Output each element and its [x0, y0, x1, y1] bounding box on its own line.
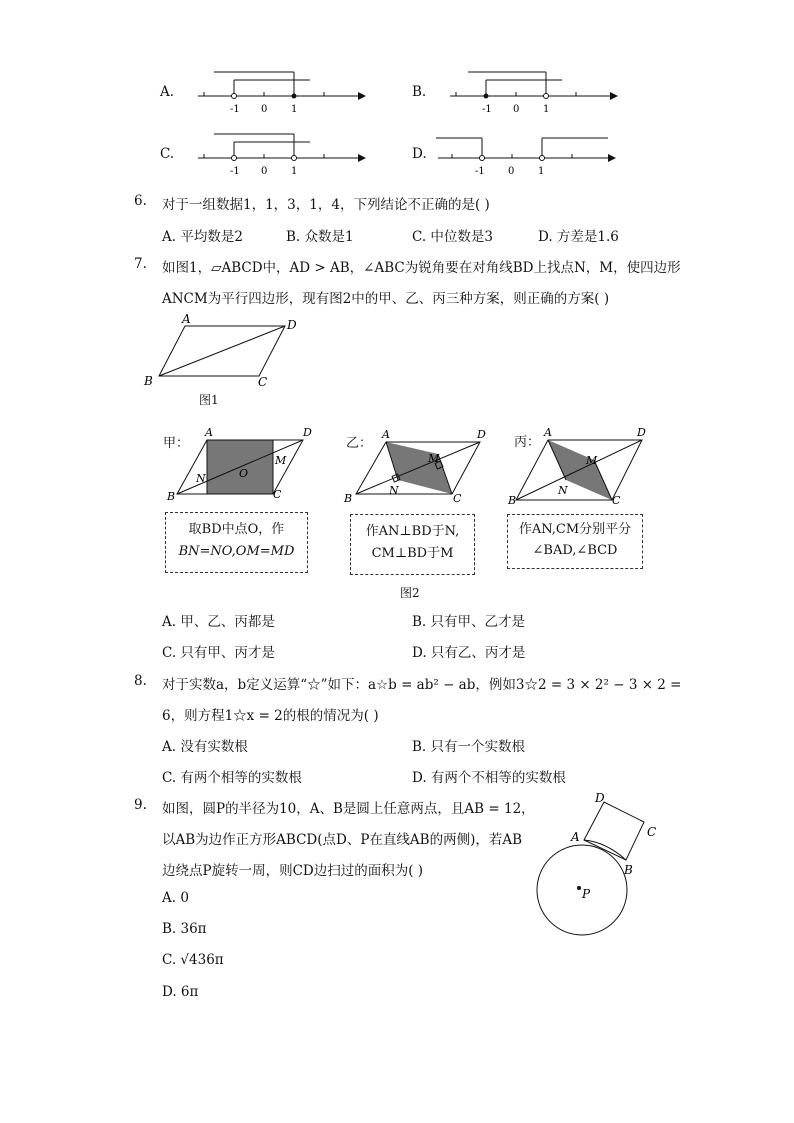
- question-stem-line2: 以AB为边作正方形ABCD(点D、P在直线AB的两侧)，若AB: [162, 832, 523, 848]
- point-label: B: [144, 374, 153, 388]
- point-label: P: [582, 887, 591, 901]
- point-label: N: [558, 484, 568, 497]
- option-c[interactable]: C. √436π: [162, 952, 224, 968]
- number-line-d: [430, 128, 620, 178]
- option-letter: A.: [160, 84, 175, 100]
- point-label: M: [428, 452, 440, 465]
- option-d[interactable]: D. 只有乙、丙才是: [412, 645, 526, 661]
- option-c[interactable]: C. 中位数是3: [412, 229, 494, 245]
- figure-2-caption: 图2: [400, 586, 420, 600]
- question-stem-line1: 如图1，▱ABCD中，AD > AB，∠ABC为锐角要在对角线BD上找点N，M，使四边形: [162, 260, 681, 276]
- question-stem-line1: 如图，圆P的半径为10，A、B是圆上任意两点，且AB = 12，: [162, 801, 535, 817]
- option-b[interactable]: B. 众数是1: [286, 229, 354, 245]
- question-stem-line2: ANCM为平行四边形，现有图2中的甲、乙、丙三种方案，则正确的方案( ): [162, 291, 610, 307]
- box-line1: 取BD中点O，作: [188, 522, 285, 537]
- tick-label: -1: [475, 166, 485, 177]
- tick-label: 1: [543, 104, 550, 115]
- box-line2: BN=NO,OM=MD: [178, 544, 295, 559]
- question-stem-line3: 边绕点P旋转一周，则CD边扫过的面积为( ): [162, 863, 424, 879]
- scheme-bing-box: [507, 514, 643, 569]
- box-line1: 作AN⊥BD于N,: [365, 524, 460, 539]
- point-label: D: [637, 426, 646, 439]
- point-label: A: [544, 426, 552, 439]
- tick-label: 0: [261, 104, 268, 115]
- option-letter: D.: [412, 146, 427, 162]
- tick-label: 0: [513, 104, 520, 115]
- question-stem: 对于一组数据1，1，3，1，4，下列结论不正确的是( ): [162, 197, 490, 213]
- option-b[interactable]: B. 只有一个实数根: [412, 739, 526, 755]
- box-line2: CM⊥BD于M: [371, 546, 454, 561]
- box-line1: 作AN,CM分别平分: [518, 522, 632, 537]
- point-label: O: [239, 467, 249, 480]
- tick-label: -1: [230, 166, 240, 177]
- question-number: 8.: [134, 673, 147, 689]
- number-line-c: [190, 128, 370, 178]
- question-stem-line1: 对于实数a，b定义运算“☆”如下：a☆b = ab² − ab，例如3☆2 = 3 × 2² − 3 × 2 =: [162, 677, 682, 693]
- scheme-title: 甲：: [163, 436, 190, 451]
- option-b[interactable]: B. 只有甲、乙才是: [412, 614, 526, 630]
- point-label: D: [287, 318, 297, 332]
- option-d[interactable]: D. 6π: [162, 984, 199, 1000]
- point-label: D: [303, 426, 312, 439]
- q9-circle-square-figure: [530, 786, 670, 936]
- option-a[interactable]: A. 0: [162, 890, 189, 906]
- point-label: N: [196, 472, 206, 485]
- point-label: N: [389, 484, 399, 497]
- point-label: B: [167, 490, 176, 503]
- scheme-yi-box: [350, 514, 475, 575]
- question-number: 7.: [134, 256, 147, 272]
- option-letter: B.: [412, 84, 427, 100]
- point-label: A: [205, 426, 213, 439]
- number-line-b: [442, 66, 622, 116]
- option-d[interactable]: D. 方差是1.6: [538, 229, 619, 245]
- tick-label: -1: [482, 104, 492, 115]
- point-label: C: [612, 494, 621, 504]
- point-label: A: [382, 428, 390, 441]
- scheme-jia-box: [165, 512, 308, 573]
- point-label: C: [647, 825, 657, 839]
- tick-label: -1: [230, 104, 240, 115]
- point-label: C: [273, 488, 282, 501]
- scheme-title: 乙：: [346, 436, 373, 451]
- scheme-bing-figure: [506, 422, 666, 504]
- option-a[interactable]: A. 平均数是2: [162, 229, 243, 245]
- option-a[interactable]: A. 没有实数根: [162, 739, 248, 755]
- question-stem-line2: 6，则方程1☆x = 2的根的情况为( ): [162, 708, 379, 724]
- point-label: B: [344, 492, 353, 504]
- tick-label: 1: [291, 104, 298, 115]
- point-label: B: [508, 494, 517, 504]
- question-number: 6.: [134, 193, 147, 209]
- point-label: C: [453, 492, 462, 504]
- point-label: M: [586, 454, 598, 467]
- figure-1-parallelogram: [140, 312, 310, 390]
- point-label: A: [182, 312, 191, 326]
- option-letter: C.: [160, 146, 175, 162]
- figure-1-caption: 图1: [199, 393, 219, 407]
- tick-label: 0: [508, 166, 515, 177]
- scheme-yi-figure: [340, 422, 500, 504]
- point-label: B: [624, 863, 633, 877]
- point-label: D: [477, 428, 486, 441]
- option-c[interactable]: C. 有两个相等的实数根: [162, 770, 302, 786]
- point-label: C: [258, 375, 268, 389]
- point-label: M: [275, 454, 287, 467]
- box-line2: ∠BAD,∠BCD: [532, 543, 618, 558]
- tick-label: 1: [291, 166, 298, 177]
- number-line-a: [190, 66, 370, 116]
- option-a[interactable]: A. 甲、乙、丙都是: [162, 614, 275, 630]
- point-label: D: [595, 791, 605, 805]
- option-b[interactable]: B. 36π: [162, 921, 207, 937]
- question-number: 9.: [134, 797, 147, 813]
- option-c[interactable]: C. 只有甲、丙才是: [162, 645, 275, 661]
- point-label: A: [571, 830, 580, 844]
- tick-label: 1: [538, 166, 545, 177]
- scheme-jia-figure: [163, 422, 323, 504]
- tick-label: 0: [261, 166, 268, 177]
- scheme-title: 丙：: [514, 435, 541, 450]
- option-d[interactable]: D. 有两个不相等的实数根: [412, 770, 566, 786]
